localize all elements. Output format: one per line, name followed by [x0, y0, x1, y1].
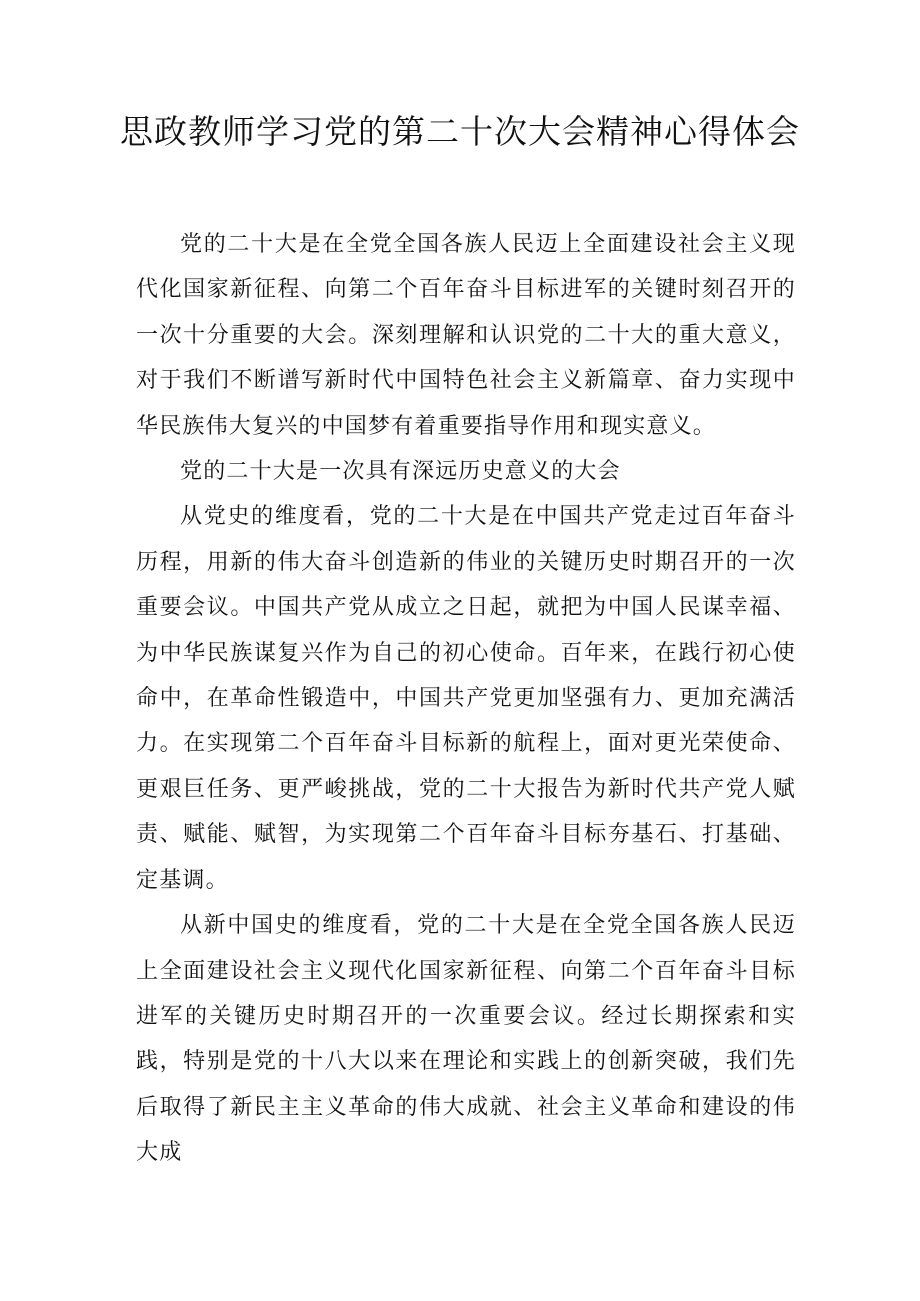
paragraph-section-heading: 党的二十大是一次具有深远历史意义的大会 [180, 459, 621, 485]
paragraph-new-china-history: 从新中国史的维度看，党的二十大是在全党全国各族人民迈上全面建设社会主义现代化国家新征程、向第二个百年奋斗目标进军的关键历史时期召开的一次重要会议。经过长期探索和实践，特别是党的十八大以来在理论和实践上的创新突破，我们先后取得了新民主主义革命的伟大成就、社会主义革命和建设的伟大成 [136, 913, 796, 1166]
document-title: 思政教师学习党的第二十次大会精神心得体会 [120, 112, 800, 151]
document-body [136, 222, 796, 1176]
paragraph-party-history: 从党史的维度看，党的二十大是在中国共产党走过百年奋斗历程，用新的伟大奋斗创造新的伟业的关键历史时期召开的一次重要会议。中国共产党从成立之日起，就把为中国人民谋幸福、为中华民族谋复兴作为自己的初心使命。百年来，在践行初心使命中，在革命性锻造中，中国共产党更加坚强有力、更加充满活力。在实现第二个百年奋斗目标新的航程上，面对更光荣使命、更艰巨任务、更严峻挑战，党的二十大报告为新时代共产党人赋责、赋能、赋智，为实现第二个百年奋斗目标夯基石、打基础、定基调。 [136, 504, 796, 893]
paragraph-intro: 党的二十大是在全党全国各族人民迈上全面建设社会主义现代化国家新征程、向第二个百年奋斗目标进军的关键时刻召开的一次十分重要的大会。深刻理解和认识党的二十大的重大意义，对于我们不断谱写新时代中国特色社会主义新篇章、奋力实现中华民族伟大复兴的中国梦有着重要指导作用和现实意义。 [136, 232, 796, 439]
